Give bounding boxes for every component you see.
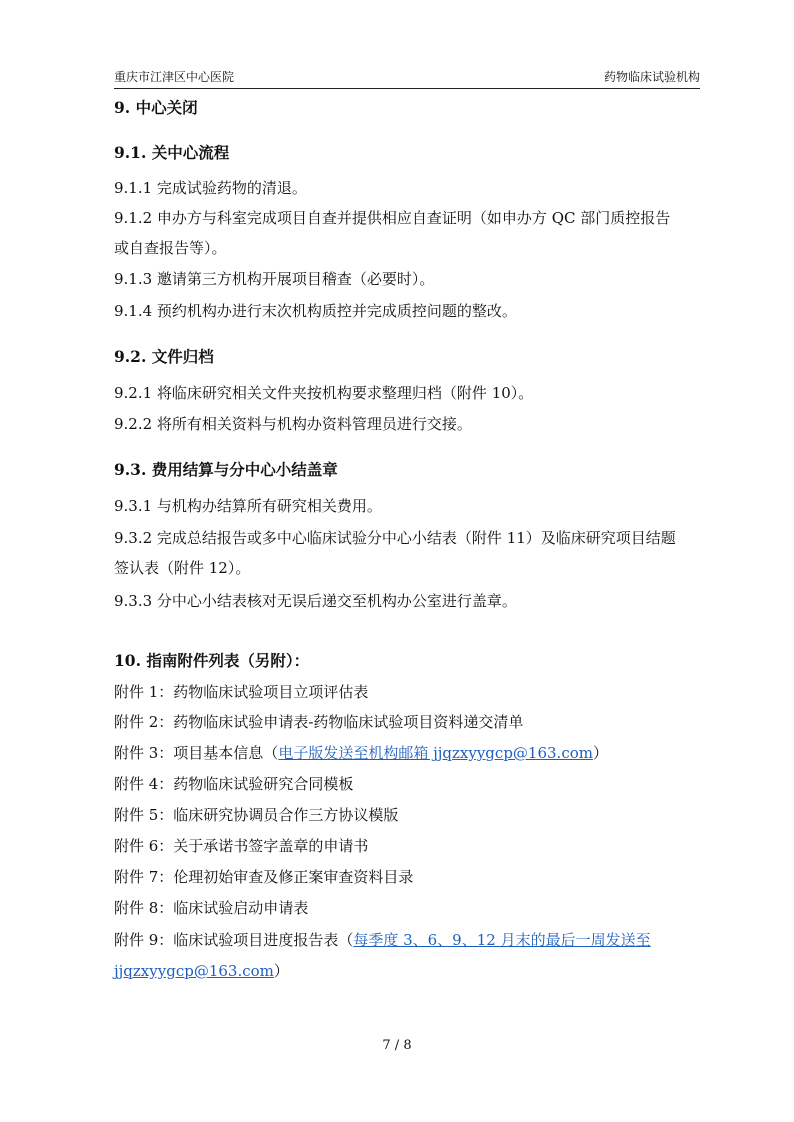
attachment-7: 附件 7：伦理初始审查及修正案审查资料目录 [114,868,414,886]
item-9-2-2: 9.2.2 将所有相关资料与机构办资料管理员进行交接。 [114,415,472,433]
item-9-1-3: 9.1.3 邀请第三方机构开展项目稽查（必要时）。 [114,270,435,288]
section-9-1-title: 9.1. 关中心流程 [114,143,230,162]
item-9-1-1: 9.1.1 完成试验药物的清退。 [114,179,307,197]
header-institution-name: 药物临床试验机构 [603,70,700,84]
attachment-9-line2 [114,961,700,981]
section-9-3-title: 9.3. 费用结算与分中心小结盖章 [114,460,338,479]
header-hospital-name: 重庆市江津区中心医院 [114,70,235,84]
attachment-9-link-text[interactable]: 每季度 3、6、9、12 月末的最后一周发送至 [353,931,651,949]
attachment-5: 附件 5：临床研究协调员合作三方协议模版 [114,806,399,824]
attachment-6: 附件 6：关于承诺书签字盖章的申请书 [114,837,369,855]
item-9-3-2-line2: 签认表（附件 12）。 [114,559,251,577]
item-9-1-2-line1: 9.1.2 申办方与科室完成项目自查并提供相应自查证明（如申办方 QC 部门质控报告 [114,209,671,227]
section-9-2-title: 9.2. 文件归档 [114,347,214,366]
attachment-9-close: ） [273,962,289,980]
page-header [114,66,700,89]
attachment-3-label: 附件 3：项目基本信息（ [114,744,279,762]
attachment-8: 附件 8：临床试验启动申请表 [114,899,309,917]
attachment-1: 附件 1：药物临床试验项目立项评估表 [114,683,369,701]
attachment-9-label: 附件 9：临床试验项目进度报告表（ [114,931,354,949]
attachment-3 [114,743,700,763]
attachment-9-line1 [114,930,700,950]
item-9-1-2-line2: 或自查报告等）。 [114,239,227,257]
item-9-3-3: 9.3.3 分中心小结表核对无误后递交至机构办公室进行盖章。 [114,592,517,610]
item-9-3-1: 9.3.1 与机构办结算所有研究相关费用。 [114,497,382,515]
section-9-title: 9. 中心关闭 [114,98,198,117]
item-9-1-4: 9.1.4 预约机构办进行末次机构质控并完成质控问题的整改。 [114,302,517,320]
email-link-attachment-9[interactable]: jjqzxyygcp@163.com [114,962,274,980]
attachment-2: 附件 2：药物临床试验申请表-药物临床试验项目资料递交清单 [114,713,524,731]
item-9-2-1: 9.2.1 将临床研究相关文件夹按机构要求整理归档（附件 10）。 [114,384,534,402]
item-9-3-2-line1: 9.3.2 完成总结报告或多中心临床试验分中心小结表（附件 11）及临床研究项目结题 [114,529,676,547]
attachment-3-close: ） [592,744,608,762]
email-link-attachment-3[interactable]: 电子版发送至机构邮箱 jjqzxyygcp@163.com [278,744,593,762]
attachment-4: 附件 4：药物临床试验研究合同模板 [114,775,354,793]
section-10-title: 10. 指南附件列表（另附）： [114,651,310,670]
page-number: 7 / 8 [382,1038,412,1053]
